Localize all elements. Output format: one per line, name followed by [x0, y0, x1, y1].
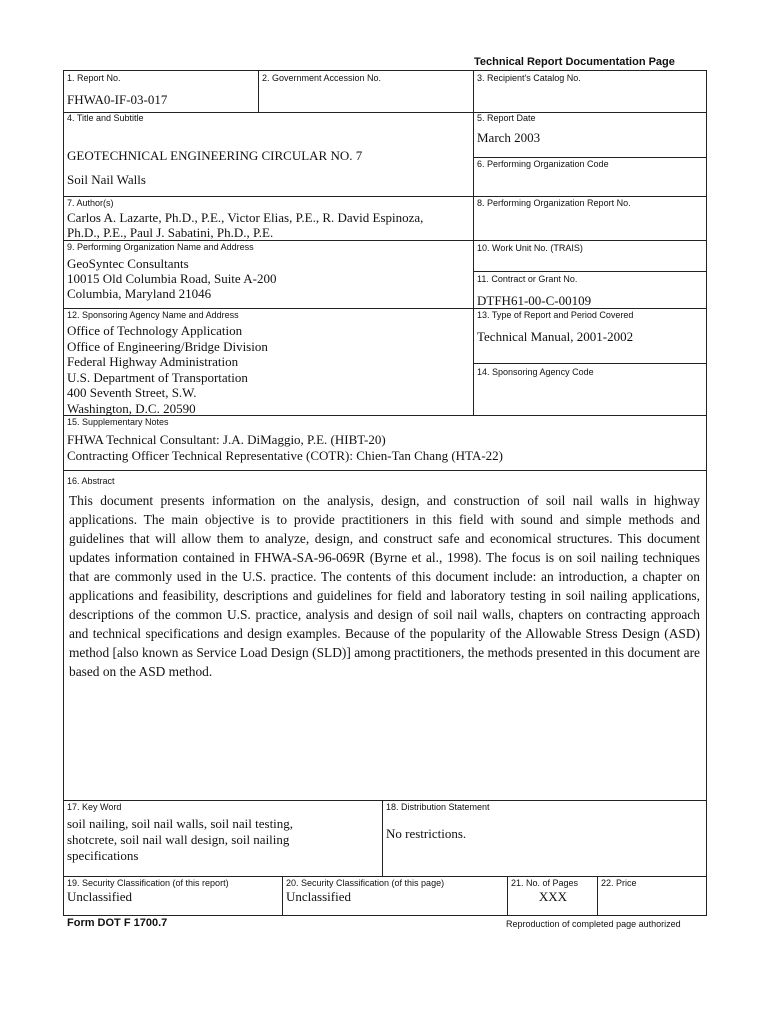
form-id: Form DOT F 1700.7: [67, 917, 168, 929]
field-authors: [64, 197, 474, 241]
supplementary-label: 15. Supplementary Notes: [67, 417, 169, 427]
security-report-label: 19. Security Classification (of this report): [67, 878, 229, 888]
key-word-label: 17. Key Word: [67, 802, 122, 812]
sponsor-line-1: Office of Technology Application: [67, 323, 243, 338]
authors-label: 7. Author(s): [67, 198, 114, 208]
key-word-line-1: soil nailing, soil nail walls, soil nail testing,: [67, 816, 294, 831]
gov-accession-label: 2. Government Accession No.: [262, 73, 382, 83]
report-no-label: 1. Report No.: [67, 73, 121, 83]
field-report-date: [474, 113, 707, 158]
field-contract-no: [474, 272, 707, 309]
field-perf-org-name: [64, 241, 474, 309]
sponsor-line-5: 400 Seventh Street, S.W.: [67, 385, 197, 400]
perf-org-name-label: 9. Performing Organization Name and Address: [67, 242, 254, 252]
report-title: GEOTECHNICAL ENGINEERING CIRCULAR NO. 7: [67, 148, 363, 163]
field-supplementary-notes: [64, 416, 707, 471]
report-no-value: FHWA0-IF-03-017: [67, 92, 168, 107]
report-type-value: Technical Manual, 2001-2002: [477, 329, 634, 344]
contract-no-value: DTFH61-00-C-00109: [477, 293, 592, 308]
key-word-line-2: shotcrete, soil nail wall design, soil nailing: [67, 832, 290, 847]
field-security-report: [64, 877, 283, 916]
field-work-unit: [474, 241, 707, 272]
field-report-no: [64, 71, 259, 113]
report-type-label: 13. Type of Report and Period Covered: [477, 310, 634, 320]
sponsor-line-3: Federal Highway Administration: [67, 354, 239, 369]
sponsoring-code-label: 14. Sponsoring Agency Code: [477, 367, 594, 377]
abstract-text: This document presents information on the analysis, design, and construction of soil nail walls in highway applications. The main objective is to provide practitioners in this field with sound and simple methods and guidelines that will allow them to analyze, design, and construct safe and economical structures. This document updates information contained in FHWA-SA-96-069R (Byrne et al., 1998). The focus is on soil nailing techniques that are commonly used in the U.S. practice. The contents of this document include: an introduction, a chapter on applications and feasibility, descriptions and guidelines for field and laboratory testing in soil nailing applications, descriptions of the common U.S. practice, analysis and design of soil nail walls, chapters on contracting approach and technical specifications and design examples. Because of the popularity of the Allowable Stress Design (ASD) method [also known as Service Load Design (SLD)] among practitioners, the methods presented in this document are based on the ASD method.: [69, 493, 700, 679]
authors-line-1: Carlos A. Lazarte, Ph.D., P.E., Victor Elias, P.E., R. David Espinoza,: [67, 210, 424, 225]
sponsor-line-4: U.S. Department of Transportation: [67, 369, 248, 385]
page-title: Technical Report Documentation Page: [474, 56, 675, 68]
field-catalog-no: [474, 71, 707, 113]
perf-org-line-2: 10015 Old Columbia Road, Suite A-200: [67, 271, 277, 286]
distribution-value: No restrictions.: [386, 826, 467, 841]
field-gov-accession: [259, 71, 474, 113]
abstract-label: 16. Abstract: [67, 476, 115, 486]
field-distribution: [383, 801, 707, 877]
field-security-page: [283, 877, 508, 916]
price-label: 22. Price: [601, 878, 637, 888]
sponsor-line-2: Office of Engineering/Bridge Division: [67, 338, 268, 354]
supplementary-line-1: FHWA Technical Consultant: J.A. DiMaggio, P.E. (HIBT-20): [67, 432, 386, 447]
perf-org-line-1: GeoSyntec Consultants: [67, 256, 189, 271]
field-perf-org-report: [474, 197, 707, 241]
field-sponsoring-agency: [64, 309, 474, 416]
perf-org-code-label: 6. Performing Organization Code: [477, 159, 609, 169]
sponsor-line-6: Washington, D.C. 20590: [67, 400, 196, 416]
catalog-no-label: 3. Recipient's Catalog No.: [477, 73, 581, 83]
perf-org-line-3: Columbia, Maryland 21046: [67, 286, 212, 301]
key-word-line-3: specifications: [67, 848, 139, 863]
field-report-type: [474, 309, 707, 364]
num-pages-label: 21. No. of Pages: [511, 878, 579, 888]
num-pages-value: XXX: [538, 889, 568, 904]
security-report-value: Unclassified: [67, 889, 132, 904]
title-subtitle-label: 4. Title and Subtitle: [67, 113, 144, 123]
field-sponsoring-code: [474, 364, 707, 416]
field-perf-org-code: [474, 158, 707, 197]
security-page-label: 20. Security Classification (of this page): [286, 878, 445, 888]
field-title-subtitle: [64, 113, 474, 197]
sponsoring-agency-label: 12. Sponsoring Agency Name and Address: [67, 310, 239, 320]
report-subtitle: Soil Nail Walls: [67, 172, 146, 187]
perf-org-report-label: 8. Performing Organization Report No.: [477, 198, 631, 208]
security-page-value: Unclassified: [286, 889, 351, 904]
contract-no-label: 11. Contract or Grant No.: [477, 274, 578, 284]
distribution-label: 18. Distribution Statement: [386, 802, 490, 812]
supplementary-line-2: Contracting Officer Technical Representative (COTR): Chien-Tan Chang (HTA-22): [67, 448, 503, 463]
field-num-pages: [508, 877, 598, 916]
work-unit-label: 10. Work Unit No. (TRAIS): [477, 243, 583, 253]
field-key-word: [64, 801, 383, 877]
reproduction-note: Reproduction of completed page authorized: [506, 919, 681, 929]
documentation-form: [63, 70, 707, 916]
report-date-label: 5. Report Date: [477, 113, 536, 123]
report-date-value: March 2003: [477, 130, 541, 145]
field-price: [598, 877, 707, 916]
authors-line-2: Ph.D., P.E., Paul J. Sabatini, Ph.D., P.E.: [67, 225, 274, 240]
